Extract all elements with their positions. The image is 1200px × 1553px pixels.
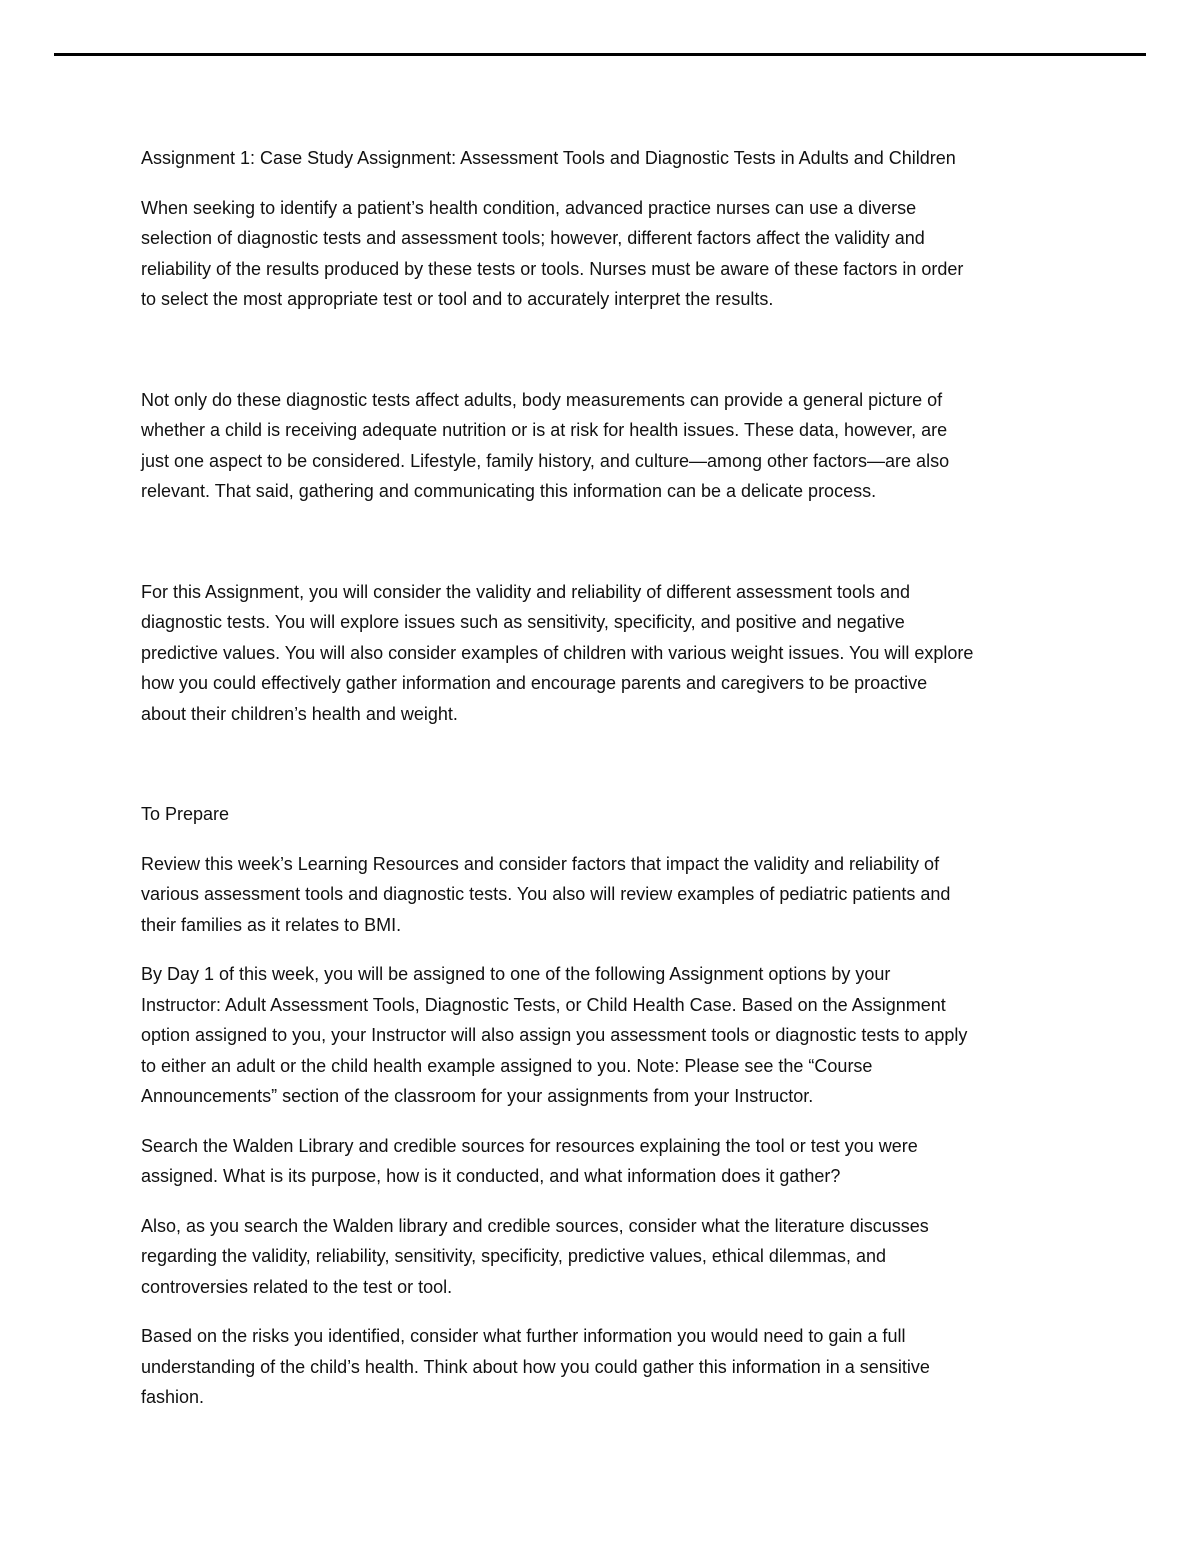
children-context-paragraph: Not only do these diagnostic tests affect adults, body measurements can provide a general picture of whether a child is receiving adequate nutrition or is at risk for health issues. These data, however, are just one aspect to be considered. Lifestyle, family history, and culture—among other factors—are also relevant. That said, gathering and communicating this information can be a delicate process. bbox=[141, 389, 950, 501]
assignment-overview-paragraph: For this Assignment, you will consider the validity and reliability of different assessment tools and diagnostic tests. You will explore issues such as sensitivity, specificity, and positive and negative predictive values. You will also consider examples of children with various weight issues. You will explore how you could effectively gather information and encourage parents and caregivers to be proactive about their children’s health and weight. bbox=[141, 581, 974, 724]
prepare-search-paragraph: Search the Walden Library and credible sources for resources explaining the tool or test you were assigned. What is its purpose, how is it conducted, and what information does it gather? bbox=[141, 1135, 918, 1186]
prepare-review-paragraph: Review this week’s Learning Resources and consider factors that impact the validity and reliability of various assessment tools and diagnostic tests. You also will review examples of pediatric patients and their families as it relates to BMI. bbox=[141, 853, 951, 935]
prepare-risks-paragraph: Based on the risks you identified, consider what further information you would need to gain a full understanding of the child’s health. Think about how you could gather this information in a sensitive fashion. bbox=[141, 1326, 930, 1407]
document-body bbox=[141, 143, 1081, 1413]
document-title: Assignment 1: Case Study Assignment: Assessment Tools and Diagnostic Tests in Adults and Children bbox=[141, 148, 956, 168]
to-prepare-heading: To Prepare bbox=[141, 804, 230, 824]
prepare-day1-paragraph: By Day 1 of this week, you will be assigned to one of the following Assignment options by your Instructor: Adult Assessment Tools, Diagnostic Tests, or Child Health Case. Based on the Assignment option assigned to you, your Instructor will also assign you assessment tools or diagnostic tests to apply to either an adult or the child health example assigned to you. Note: Please see the “Course Announcements” section of the classroom for your assignments from your Instructor. bbox=[141, 964, 968, 1106]
header-rule bbox=[54, 53, 1146, 56]
intro-paragraph: When seeking to identify a patient’s health condition, advanced practice nurses can use a diverse selection of diagnostic tests and assessment tools; however, different factors affect the validity and reliability of the results produced by these tests or tools. Nurses must be aware of these factors in order to select the most appropriate test or tool and to accurately interpret the results. bbox=[141, 197, 964, 309]
prepare-literature-paragraph: Also, as you search the Walden library and credible sources, consider what the literature discusses regarding the validity, reliability, sensitivity, specificity, predictive values, ethical dilemmas, and controversies related to the test or tool. bbox=[141, 1215, 929, 1297]
